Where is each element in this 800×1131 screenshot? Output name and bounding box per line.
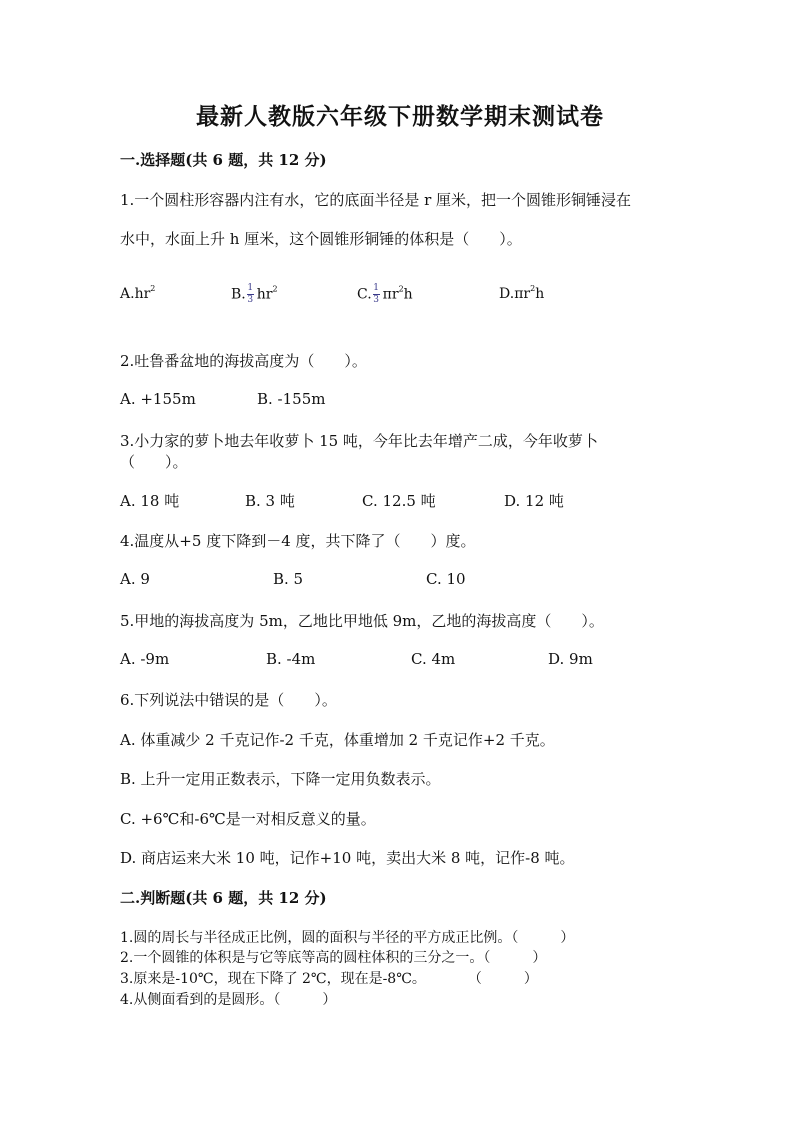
option-label: B. <box>231 286 246 303</box>
question-2-text: 2.吐鲁番盆地的海拔高度为（ ）。 <box>120 352 367 370</box>
option-expression-tail: h <box>403 286 413 303</box>
question-6-option-c: C. +6℃和-6℃是一对相反意义的量。 <box>120 810 376 828</box>
question-1-line-1: 1.一个圆柱形容器内注有水，它的底面半径是 r 厘米，把一个圆锥形铜锤浸在 <box>120 191 632 209</box>
question-1-option-c <box>357 284 413 305</box>
question-3-line-1: 3.小力家的萝卜地去年收萝卜 15 吨，今年比去年增产二成，今年收萝卜 <box>120 432 598 450</box>
fraction-numerator: 1 <box>373 283 380 293</box>
question-5-option-c: C. 4m <box>411 650 456 668</box>
question-4-option-a: A. 9 <box>120 570 150 588</box>
judgment-item-2: 2.一个圆锥的体积是与它等底等高的圆柱体积的三分之一。（ ） <box>120 950 547 966</box>
question-3-option-d: D. 12 吨 <box>504 492 564 510</box>
question-1-option-b <box>231 284 278 305</box>
question-3-option-b: B. 3 吨 <box>245 492 295 510</box>
section-heading-judgment: 二.判断题(共 6 题，共 12 分) <box>120 889 327 907</box>
question-5-option-a: A. -9m <box>120 650 170 668</box>
exponent: 2 <box>150 284 156 293</box>
question-6-option-d: D. 商店运来大米 10 吨，记作+10 吨，卖出大米 8 吨，记作-8 吨。 <box>120 849 575 867</box>
fraction <box>247 284 254 305</box>
question-2-option-a: A. +155m <box>120 390 196 408</box>
question-4-text: 4.温度从+5 度下降到－4 度，共下降了（ ）度。 <box>120 532 476 550</box>
exponent: 2 <box>530 284 536 293</box>
question-5-text: 5.甲地的海拔高度为 5m，乙地比甲地低 9m，乙地的海拔高度（ ）。 <box>120 612 604 630</box>
option-expression: πr <box>514 286 531 302</box>
exponent: 2 <box>272 284 278 294</box>
page-title: 最新人教版六年级下册数学期末测试卷 <box>196 103 604 130</box>
option-label: A. <box>120 286 135 302</box>
question-3-option-c: C. 12.5 吨 <box>362 492 436 510</box>
question-3-line-2: （ ）。 <box>120 453 188 471</box>
question-1-option-d <box>499 284 544 302</box>
option-expression: hr <box>134 286 151 302</box>
question-2-option-b: B. -155m <box>257 390 326 408</box>
option-expression: πr <box>382 286 399 303</box>
fraction <box>373 284 380 305</box>
option-label: C. <box>357 286 372 303</box>
option-label: D. <box>499 286 515 302</box>
question-5-option-b: B. -4m <box>266 650 316 668</box>
judgment-item-4: 4.从侧面看到的是圆形。（ ） <box>120 992 337 1008</box>
question-6-text: 6.下列说法中错误的是（ ）。 <box>120 691 337 709</box>
question-4-option-c: C. 10 <box>426 570 466 588</box>
question-1-line-2: 水中，水面上升 h 厘米，这个圆锥形铜锤的体积是（ ）。 <box>120 230 522 248</box>
fraction-numerator: 1 <box>247 283 254 293</box>
judgment-item-1: 1.圆的周长与半径成正比例，圆的面积与半径的平方成正比例。（ ） <box>120 930 575 946</box>
question-3-option-a: A. 18 吨 <box>120 492 180 510</box>
question-1-option-a <box>120 284 155 302</box>
question-6-option-b: B. 上升一定用正数表示，下降一定用负数表示。 <box>120 770 441 788</box>
exponent: 2 <box>398 284 404 294</box>
option-expression-tail: h <box>535 286 545 302</box>
question-4-option-b: B. 5 <box>273 570 304 588</box>
fraction-denominator: 3 <box>247 295 254 305</box>
option-expression: hr <box>256 286 273 303</box>
judgment-item-3: 3.原来是-10℃，现在下降了 2℃，现在是-8℃。 （ ） <box>120 971 538 987</box>
question-5-option-d: D. 9m <box>548 650 593 668</box>
section-heading-choice: 一.选择题(共 6 题，共 12 分) <box>120 151 327 169</box>
fraction-denominator: 3 <box>373 295 380 305</box>
question-6-option-a: A. 体重减少 2 千克记作-2 千克，体重增加 2 千克记作+2 千克。 <box>120 731 555 749</box>
